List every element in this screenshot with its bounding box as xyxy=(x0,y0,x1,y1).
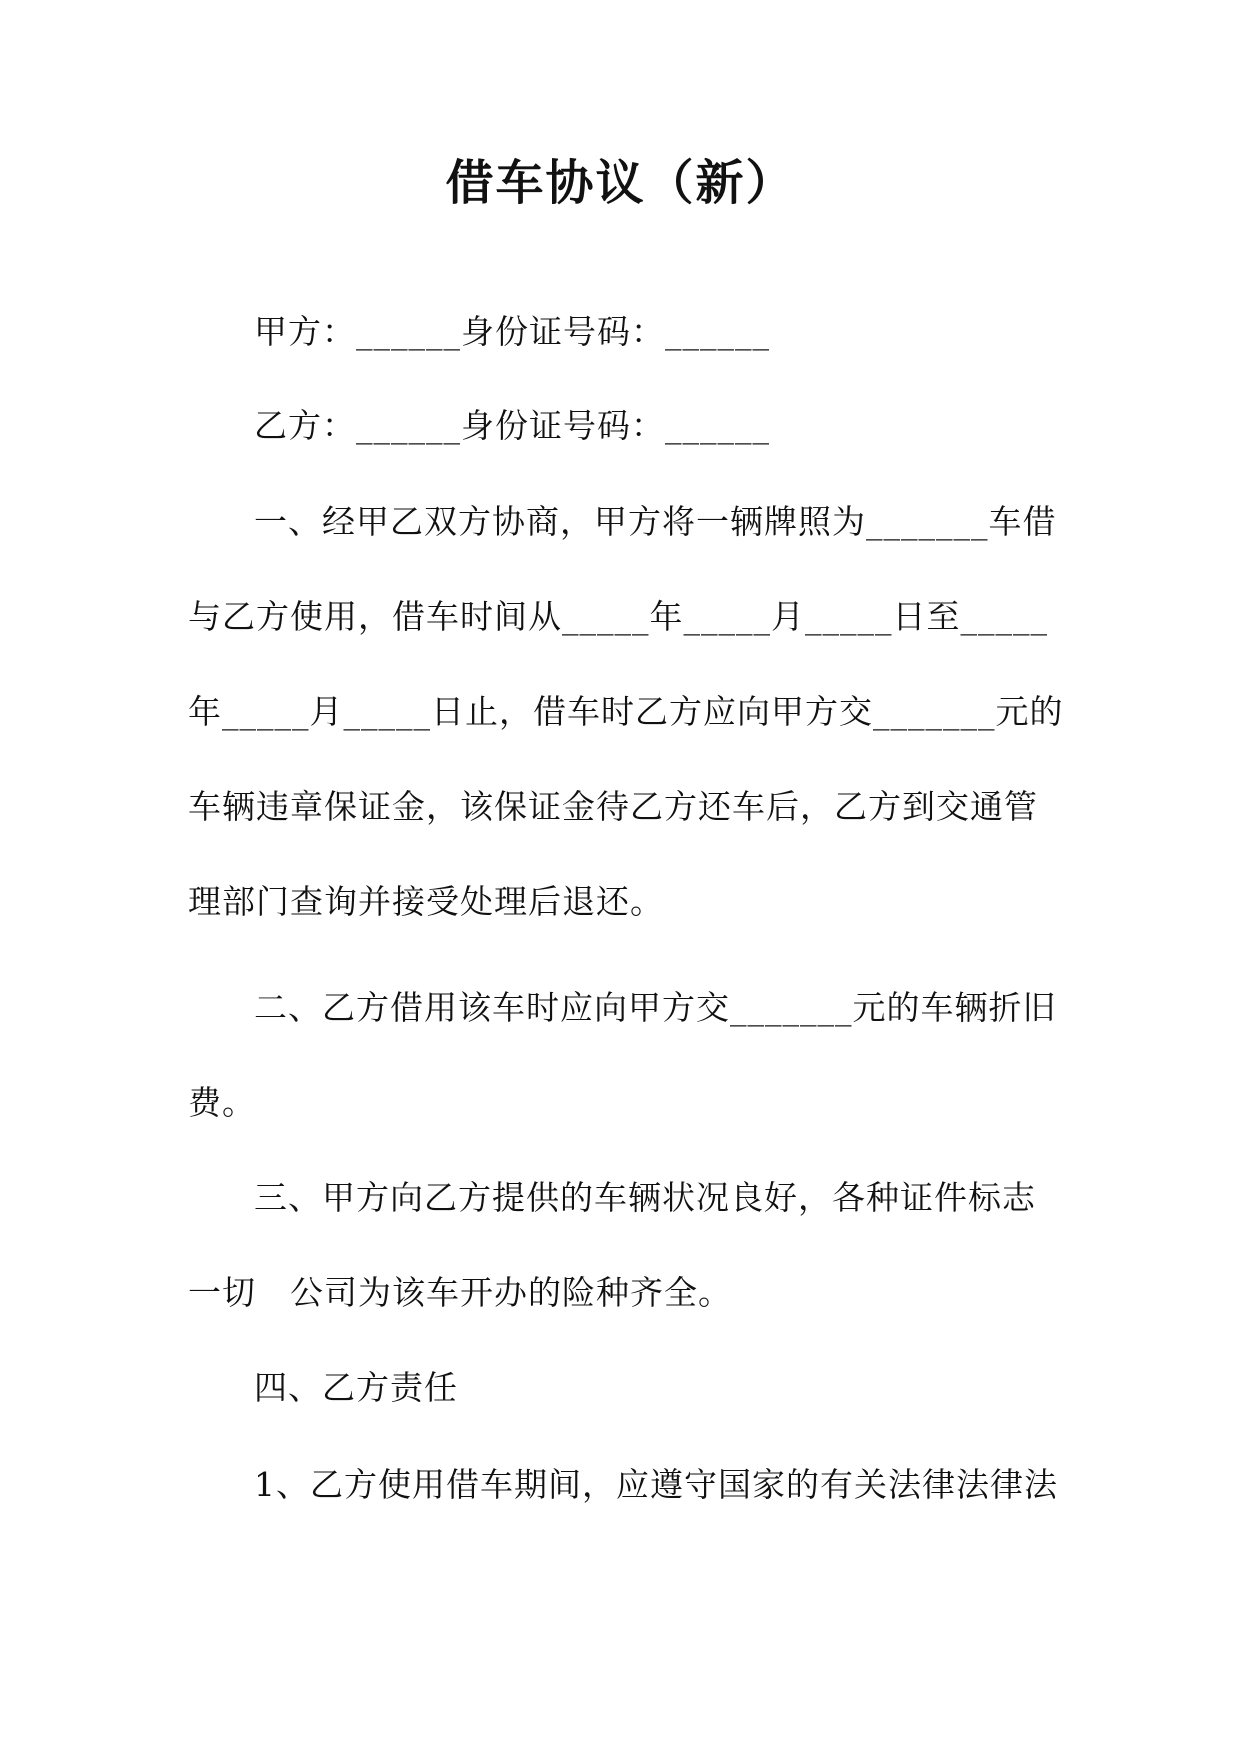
clause-3-line-2: 一切 公司为该车开办的险种齐全。 xyxy=(188,1273,732,1312)
clause-1-line-4: 车辆违章保证金，该保证金待乙方还车后，乙方到交通管 xyxy=(188,787,1038,826)
clause-4-heading: 四、乙方责任 xyxy=(254,1368,458,1407)
clause-3-line-1: 三、甲方向乙方提供的车辆状况良好，各种证件标志 xyxy=(254,1178,1036,1217)
party-a-line: 甲方：______身份证号码：______ xyxy=(254,312,770,351)
document-title: 借车协议（新） xyxy=(445,155,796,211)
clause-1-line-3: 年_____月_____日止，借车时乙方应向甲方交_______元的 xyxy=(188,692,1064,731)
party-b-line: 乙方：______身份证号码：______ xyxy=(254,406,770,445)
clause-1-line-2: 与乙方使用，借车时间从_____年_____月_____日至_____ xyxy=(188,597,1048,636)
clause-4-item-1-line-1: 1、乙方使用借车期间，应遵守国家的有关法律法律法 xyxy=(254,1465,1058,1504)
clause-2-line-1: 二、乙方借用该车时应向甲方交_______元的车辆折旧 xyxy=(254,988,1057,1027)
clause-1-line-5: 理部门查询并接受处理后退还。 xyxy=(188,882,664,921)
clause-2-line-2: 费。 xyxy=(188,1083,256,1122)
clause-1-line-1: 一、经甲乙双方协商，甲方将一辆牌照为_______车借 xyxy=(254,502,1057,541)
